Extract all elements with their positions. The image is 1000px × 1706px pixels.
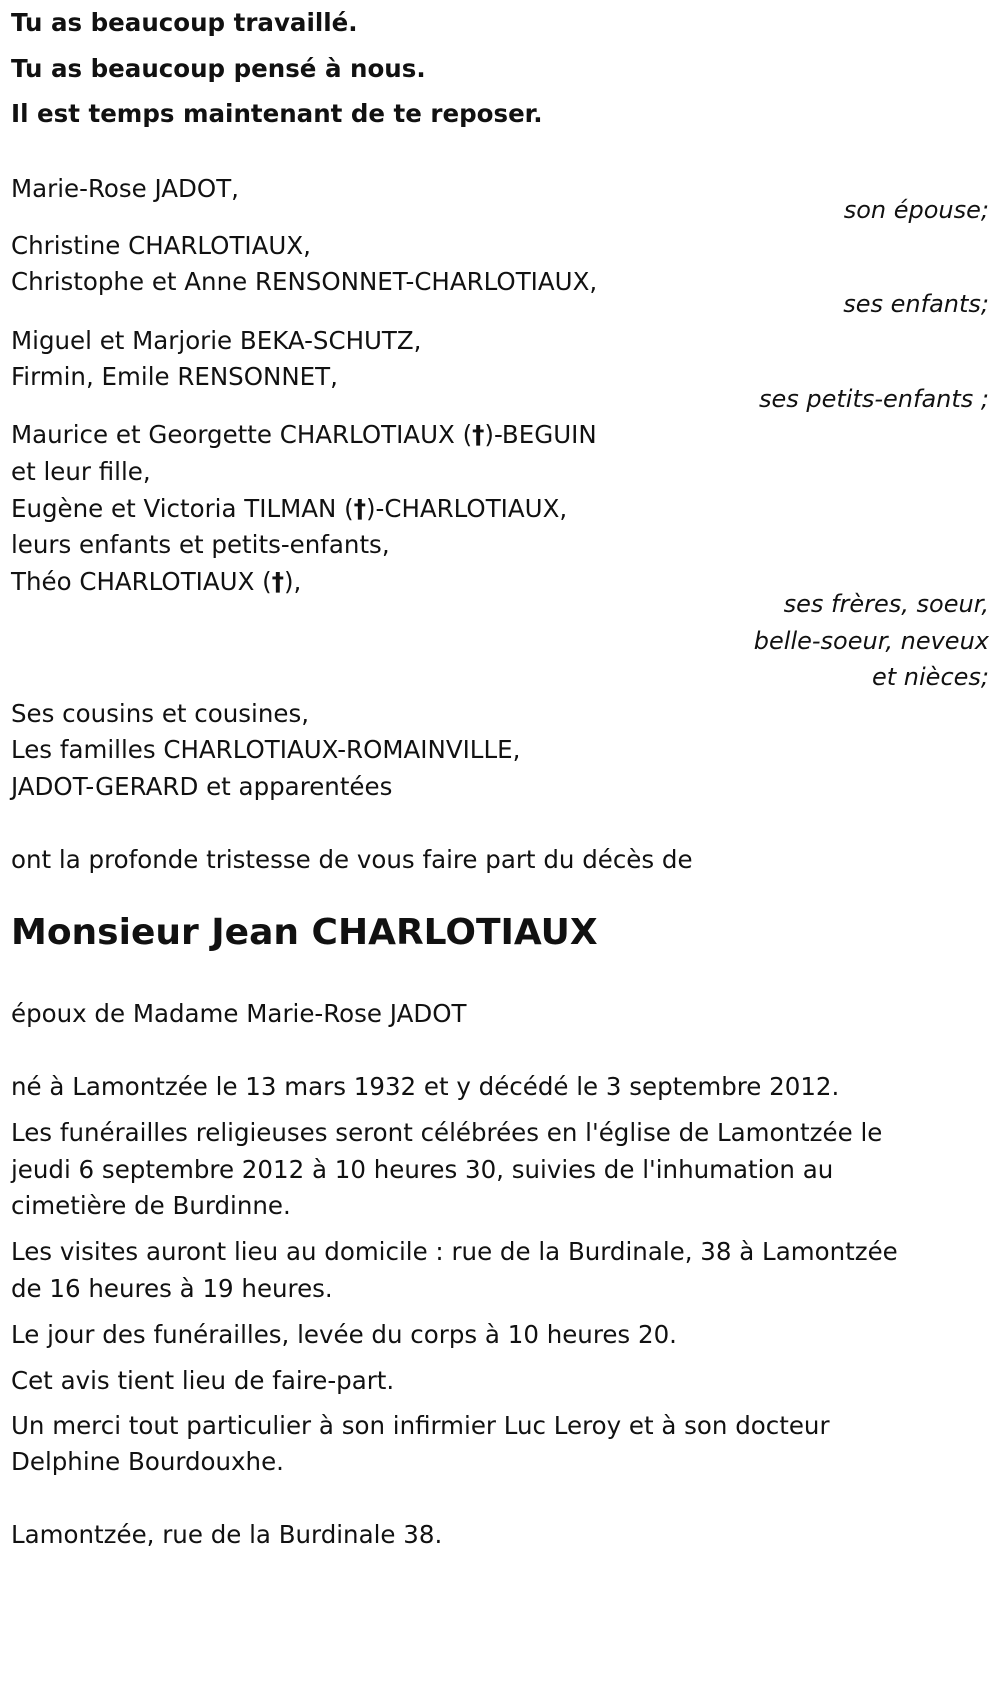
departure-text: Le jour des funérailles, levée du corps à 10 heures 20. [11, 1320, 677, 1349]
funeral-text: cimetière de Burdinne. [11, 1191, 291, 1220]
siblings-role-line: ses frères, soeur, [783, 590, 989, 618]
sibling-text: Maurice et Georgette CHARLOTIAUX ( [11, 420, 473, 449]
grandchildren-role: ses petits-enfants ; [758, 385, 989, 413]
sibling-line [11, 567, 301, 597]
sibling-line [11, 494, 567, 524]
funeral-text: Les funérailles religieuses seront célébrées en l'église de Lamontzée le [11, 1118, 883, 1147]
sibling-line [11, 457, 151, 487]
epigraph-line: Tu as beaucoup pensé à nous. [11, 54, 426, 83]
relatives-line: JADOT-GERARD et apparentées [11, 772, 393, 801]
sibling-text: )-BEGUIN [484, 420, 597, 449]
sibling-line [11, 530, 390, 560]
birth-death-text: né à Lamontzée le 13 mars 1932 et y décédé le 3 septembre 2012. [11, 1072, 840, 1101]
sibling-line [11, 420, 597, 450]
relatives-line: Ses cousins et cousines, [11, 699, 309, 728]
child-name: Christophe et Anne RENSONNET-CHARLOTIAUX, [11, 267, 598, 296]
child-name: Christine CHARLOTIAUX, [11, 231, 311, 260]
epigraph-line: Il est temps maintenant de te reposer. [11, 99, 543, 128]
thanks-text: Delphine Bourdouxhe. [11, 1447, 284, 1476]
cross-icon: † [472, 420, 485, 449]
siblings-role-line: et nièces; [872, 663, 989, 691]
sibling-text: leurs enfants et petits-enfants, [11, 530, 390, 559]
address-text: Lamontzée, rue de la Burdinale 38. [11, 1520, 443, 1549]
obituary-page [11, 0, 989, 1706]
funeral-text: jeudi 6 septembre 2012 à 10 heures 30, suivies de l'inhumation au [11, 1155, 834, 1184]
relatives-line: Les familles CHARLOTIAUX-ROMAINVILLE, [11, 735, 521, 764]
announcement-text: ont la profonde tristesse de vous faire part du décès de [11, 845, 693, 874]
spouse-name: Marie-Rose JADOT, [11, 174, 239, 203]
cross-icon: † [271, 567, 284, 596]
children-role: ses enfants; [843, 290, 989, 318]
visits-text: Les visites auront lieu au domicile : rue de la Burdinale, 38 à Lamontzée [11, 1237, 898, 1266]
deceased-name: Monsieur Jean CHARLOTIAUX [11, 912, 598, 953]
siblings-role-line: belle-soeur, neveux [753, 627, 989, 655]
cross-icon: † [353, 494, 366, 523]
sibling-text: )-CHARLOTIAUX, [365, 494, 568, 523]
sibling-text: et leur fille, [11, 457, 151, 486]
sibling-text: Eugène et Victoria TILMAN ( [11, 494, 354, 523]
spouse-role: son épouse; [843, 196, 989, 224]
sibling-text: ), [283, 567, 302, 596]
visits-text: de 16 heures à 19 heures. [11, 1274, 333, 1303]
thanks-text: Un merci tout particulier à son infirmier Luc Leroy et à son docteur [11, 1411, 830, 1440]
notice-text: Cet avis tient lieu de faire-part. [11, 1366, 395, 1395]
epigraph-line: Tu as beaucoup travaillé. [11, 8, 358, 37]
spouse-of-text: époux de Madame Marie-Rose JADOT [11, 999, 467, 1028]
grandchild-name: Miguel et Marjorie BEKA-SCHUTZ, [11, 326, 422, 355]
grandchild-name: Firmin, Emile RENSONNET, [11, 362, 338, 391]
sibling-text: Théo CHARLOTIAUX ( [11, 567, 272, 596]
